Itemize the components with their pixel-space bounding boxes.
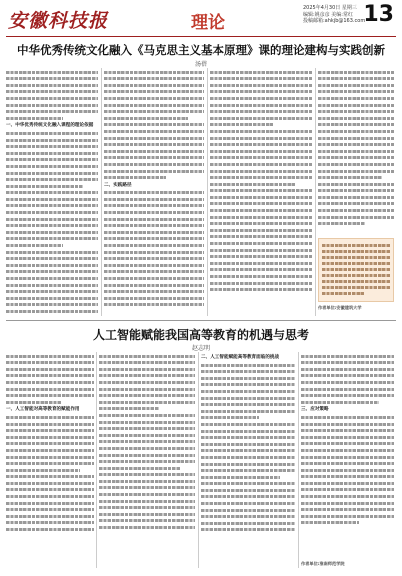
article2-author: 赵志明 xyxy=(191,345,210,352)
column-divider xyxy=(315,68,316,316)
article1-subhead-2: 二、实践路径 xyxy=(104,182,132,188)
issue-date: 2025年4月30日 星期三 xyxy=(303,5,357,11)
article2-author-affiliation: 作者单位:淮南师范学院 xyxy=(301,561,345,566)
article1-author: 汤蓓 xyxy=(194,61,207,68)
header-rule xyxy=(6,36,396,37)
page-header xyxy=(6,2,396,36)
issue-meta xyxy=(303,5,365,25)
section-title: 理论 xyxy=(191,13,225,33)
article1-column-4 xyxy=(318,68,394,236)
newspaper-masthead: 安徽科技报 xyxy=(8,10,109,32)
article-separator xyxy=(6,320,396,321)
column-divider xyxy=(198,352,199,568)
article2-column-3 xyxy=(201,352,295,570)
article1-subhead-1: 一、中华优秀传统文化融入课程的理论依据 xyxy=(6,123,94,129)
article1-column-3 xyxy=(210,68,312,318)
article1-column-1 xyxy=(6,68,98,318)
article2-column-2 xyxy=(99,352,195,570)
page-number: 13 xyxy=(363,2,394,27)
article2-subhead-3: 三、应对策略 xyxy=(301,407,329,413)
article2-subhead-1: 一、人工智能对高等教育的赋能作用 xyxy=(6,407,80,413)
article1-author-affiliation: 作者单位:安徽建筑大学 xyxy=(318,305,362,310)
column-divider xyxy=(298,352,299,568)
article2-column-1 xyxy=(6,352,94,570)
issue-email: 投稿邮箱:ahkjb@163.com xyxy=(303,18,366,24)
column-divider xyxy=(101,68,102,316)
issue-editors: 编辑:姚彦彦 美编:常红 xyxy=(303,11,353,18)
article1-column-2 xyxy=(104,68,204,318)
column-divider xyxy=(96,352,97,568)
article2-column-4 xyxy=(301,352,394,558)
article1-title: 中华优秀传统文化融入《马克思主义基本原理》课的理论建构与实践创新 xyxy=(17,43,385,57)
article2-title: 人工智能赋能我国高等教育的机遇与思考 xyxy=(92,328,309,342)
article1-summary-box xyxy=(318,238,394,302)
article2-subhead-2: 二、人工智能赋能高等教育面临的挑战 xyxy=(201,355,280,360)
column-divider xyxy=(207,68,208,316)
